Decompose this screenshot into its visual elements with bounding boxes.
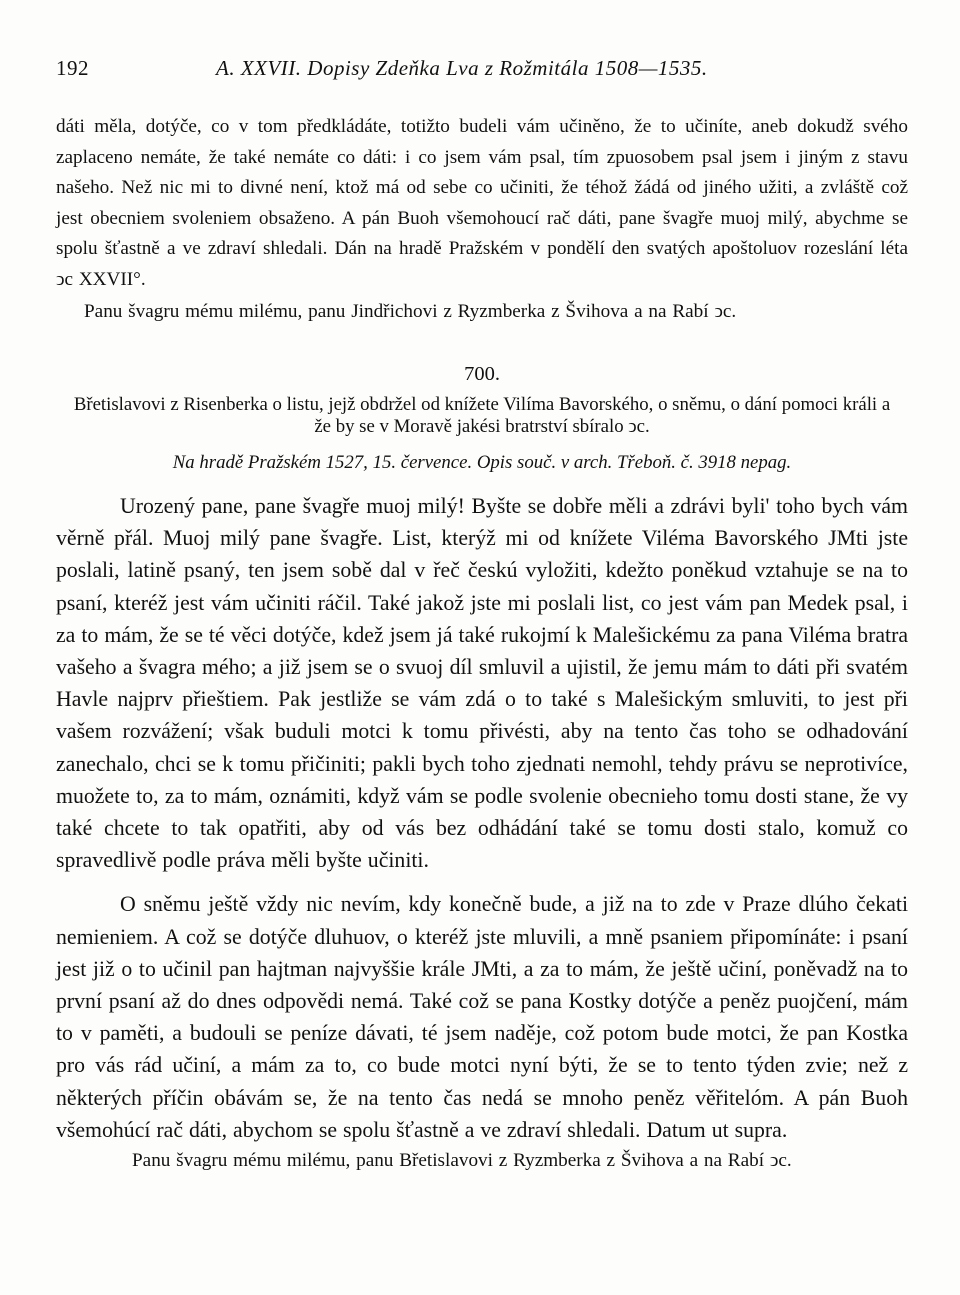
page-number: 192	[56, 56, 89, 80]
previous-letter-address: Panu švagru mému milému, panu Jindřichovi z Ryzmberka z Švihova a na Rabí ↄc.	[84, 301, 737, 322]
running-title: A. XXVII. Dopisy Zdeňka Lva z Rožmitála 1508—1535.	[216, 56, 708, 80]
letter-address: Panu švagru mému milému, panu Břetislavovi z Ryzmberka z Švihova a na Rabí ↄc.	[132, 1150, 792, 1172]
letter-paragraph-2: O sněmu ještě vždy nic nevím, kdy konečně bude, a již na to zde v Praze dlúho čekati nemieniem. A což se dotýče dluhuov, o kteréž jste mluvili, a mně psaniem připomínáte: i psaní jest již o to učinil pan hajtman najvyššie krále JMti, a za to mám, že ještě učiní, poněvadž na to první psaní až do dnes odpovědi nemá. Také což se pana Kostky dotýče a peněz puojčení, mám to v paměti, a budouli se peníze dávati, té jsem naděje, což potom bude motci, že pan Kostka pro vás rád učiní, a mám za to, co bude motci nyní býti, že se to tento týden zvie; než z některých příčin obávám se, že na tento čas nedá se mnoho peněz věřitelóm. A pán Buoh všemohúcí rač dáti, abychom se spolu šťastně a ve zdraví shledali. Datum ut supra.	[56, 892, 908, 1142]
document-regest: Břetislavovi z Risenberka o listu, jejž obdržel od knížete Vilíma Bavorského, o sněmu, o dání pomoci králi a že by se v Moravě jakési bratrství sbíralo ↄc.	[73, 394, 891, 437]
document-number: 700.	[464, 363, 500, 385]
document-source-note: Na hradě Pražském 1527, 15. července. Opis souč. v arch. Třeboň. č. 3918 nepag.	[172, 452, 792, 473]
letter-paragraph-1: Urozený pane, pane švagře muoj milý! Byšte se dobře měli a zdrávi byli' toho bych vám věrně přál. Muoj milý pane švagře. List, kterýž mi od knížete Viléma Bavorského JMti jste poslali, latině psaný, ten jsem sobě dal v řeč českú vyložiti, kdežto poněkud vztahuje se na to psaní, kteréž jest vám učiniti ráčil. Také jakož jste mi poslali list, co jest vám pan Medek psal, i za to mám, že se té věci dotýče, kdež jsem já také rukojmí k Malešickému za pana Viléma bratra vašeho a švagra mého; a již jsem se o svuoj díl smluvil a ujistil, že jemu mám to dáti při svatém Havle najprv přieštiem. Pak jestliže se vám zdá o to také s Malešickým smluviti, to jest při vašem rozvážení; však buduli motci k tomu přivésti, aby na tento čas toho se odhadování zanechalo, chci se k tomu přičiniti; pakli bych toho zjednati nemohl, tehdy právu se neprotivíce, muožete to, za to mám, oznámiti, když vám se podle svolenie obecnieho tomu dosti stane, že vy také chcete to tak opatřiti, aby od vás bez odhádání také se tomu dosti stalo, komuž co spravedlivě podle práva měli byšte učiniti.	[56, 494, 908, 873]
previous-letter-ending: dáti měla, dotýče, co v tom předkládáte, totižto budeli vám učiněno, že to učiníte, aneb dokudž svého zaplaceno nemáte, že také nemáte co dáti: i co jsem vám psal, tím zpuosobem psal jsem i jiným z stavu našeho. Než nic mi to divné není, ktož má od sebe co učiniti, že téhož žádá od jiného užiti, a zvláště což jest obecniem svoleniem obsaženo. A pán Buoh všemohoucí rač dáti, pane švagře muoj milý, abychme se spolu šťastně a ve zdraví shledali. Dán na hradě Pražském v pondělí den svatých apoštoluov rozeslání léta ↄc XXVII°.	[56, 116, 908, 290]
running-head	[56, 50, 908, 90]
